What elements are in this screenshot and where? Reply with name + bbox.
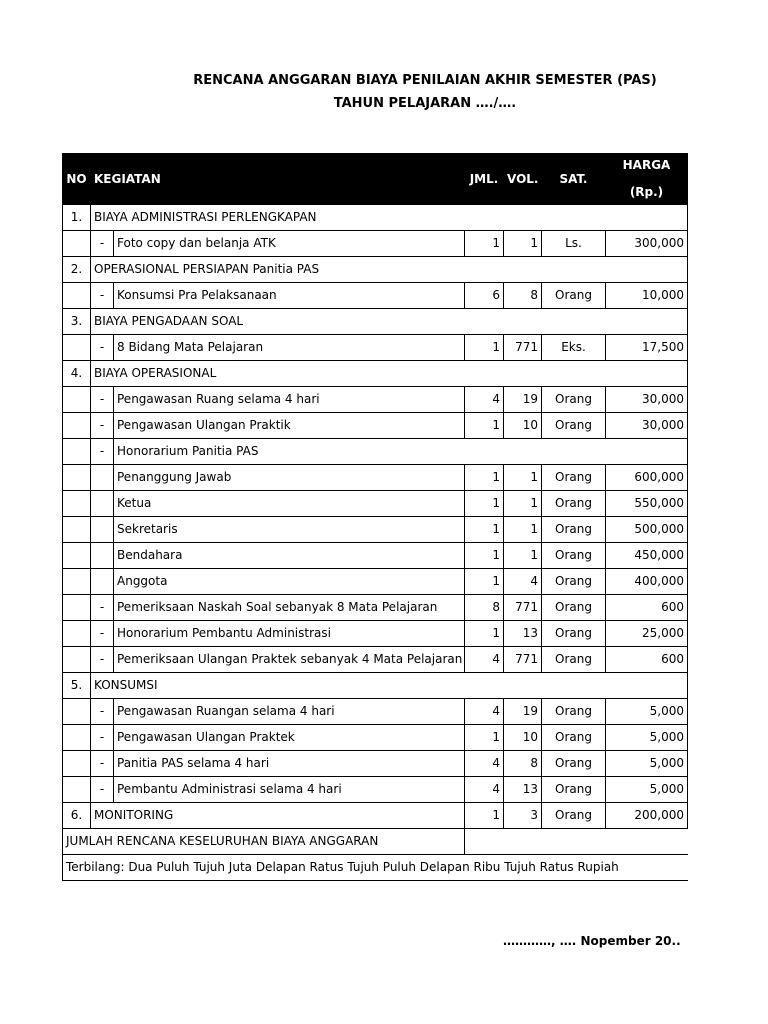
row-number-empty (63, 647, 91, 673)
row-label: Pengawasan Ruangan selama 4 hari (114, 699, 465, 725)
row-sat: Orang (542, 517, 606, 543)
row-vol: 13 (504, 777, 542, 803)
row-number-empty (63, 621, 91, 647)
section-row (63, 361, 688, 387)
row-sat: Eks. (542, 335, 606, 361)
row-harga: 550,000 (606, 491, 688, 517)
row-number: 6. (63, 803, 91, 829)
table-row (63, 283, 688, 309)
row-sat: Orang (542, 569, 606, 595)
row-label: Pemeriksaan Ulangan Praktek sebanyak 4 Mata Pelajaran (114, 647, 465, 673)
row-jml: 1 (465, 413, 504, 439)
row-jml: 1 (465, 725, 504, 751)
section-row (63, 803, 688, 829)
row-dash: - (91, 231, 114, 257)
row-sat: Ls. (542, 231, 606, 257)
row-number-empty (63, 543, 91, 569)
terbilang-text: Terbilang: Dua Puluh Tujuh Juta Delapan Ratus Tujuh Puluh Delapan Ribu Tujuh Ratus Rupiah (63, 855, 688, 881)
row-label: Ketua (114, 491, 465, 517)
row-vol: 3 (504, 803, 542, 829)
row-jml: 1 (465, 465, 504, 491)
row-number-empty (63, 751, 91, 777)
row-label: Pengawasan Ulangan Praktik (114, 413, 465, 439)
table-row (63, 621, 688, 647)
row-dash: - (91, 439, 114, 465)
header-harga-unit: (Rp.) (629, 185, 664, 199)
row-label: Anggota (114, 569, 465, 595)
row-sat: Orang (542, 777, 606, 803)
table-row (63, 387, 688, 413)
row-number-empty (63, 465, 91, 491)
row-label: Pemeriksaan Naskah Soal sebanyak 8 Mata Pelajaran (114, 595, 465, 621)
row-label: Panitia PAS selama 4 hari (114, 751, 465, 777)
row-vol: 4 (504, 569, 542, 595)
row-jml: 1 (465, 231, 504, 257)
row-number: 3. (63, 309, 91, 335)
row-number-empty (63, 231, 91, 257)
row-label: Pengawasan Ulangan Praktek (114, 725, 465, 751)
row-vol: 1 (504, 517, 542, 543)
total-value (465, 829, 688, 855)
table-row (63, 725, 688, 751)
row-harga: 200,000 (606, 803, 688, 829)
row-dash: - (91, 387, 114, 413)
row-sat: Orang (542, 699, 606, 725)
row-number-empty (63, 777, 91, 803)
row-number-empty (63, 439, 91, 465)
budget-table (62, 153, 688, 881)
section-label: OPERASIONAL PERSIAPAN Panitia PAS (91, 257, 688, 283)
table-row (63, 647, 688, 673)
row-dash: - (91, 699, 114, 725)
row-vol: 1 (504, 491, 542, 517)
row-number-empty (63, 725, 91, 751)
row-jml: 1 (465, 335, 504, 361)
row-label: Sekretaris (114, 517, 465, 543)
row-dash: - (91, 647, 114, 673)
row-vol: 771 (504, 335, 542, 361)
row-harga: 17,500 (606, 335, 688, 361)
section-row (63, 205, 688, 231)
row-vol: 19 (504, 387, 542, 413)
row-harga: 5,000 (606, 751, 688, 777)
row-number-empty (63, 335, 91, 361)
row-sat: Orang (542, 543, 606, 569)
row-dash: - (91, 283, 114, 309)
row-jml: 1 (465, 803, 504, 829)
row-harga: 500,000 (606, 517, 688, 543)
total-label: JUMLAH RENCANA KESELURUHAN BIAYA ANGGARAN (63, 829, 465, 855)
row-harga: 30,000 (606, 387, 688, 413)
header-kegiatan: KEGIATAN (91, 154, 465, 205)
section-label: BIAYA ADMINISTRASI PERLENGKAPAN (91, 205, 688, 231)
table-row (63, 569, 688, 595)
row-vol: 1 (504, 231, 542, 257)
row-dash (91, 569, 114, 595)
row-number: 4. (63, 361, 91, 387)
row-jml: 4 (465, 387, 504, 413)
row-dash: - (91, 413, 114, 439)
row-number: 2. (63, 257, 91, 283)
row-sat: Orang (542, 621, 606, 647)
row-vol: 1 (504, 465, 542, 491)
row-harga: 400,000 (606, 569, 688, 595)
row-vol: 10 (504, 725, 542, 751)
row-number-empty (63, 569, 91, 595)
table-row (63, 517, 688, 543)
row-sat: Orang (542, 413, 606, 439)
row-vol: 19 (504, 699, 542, 725)
section-row (63, 673, 688, 699)
row-dash: - (91, 621, 114, 647)
row-jml: 4 (465, 751, 504, 777)
row-harga: 30,000 (606, 413, 688, 439)
row-jml: 4 (465, 647, 504, 673)
header-sat: SAT. (542, 154, 606, 205)
row-number-empty (63, 413, 91, 439)
row-number: 5. (63, 673, 91, 699)
document-subtitle: TAHUN PELAJARAN …./…. (333, 96, 517, 111)
row-label: Bendahara (114, 543, 465, 569)
row-number-empty (63, 699, 91, 725)
row-jml: 1 (465, 491, 504, 517)
row-harga: 10,000 (606, 283, 688, 309)
table-row (63, 491, 688, 517)
row-vol: 771 (504, 595, 542, 621)
table-row (63, 231, 688, 257)
row-number-empty (63, 491, 91, 517)
row-vol: 771 (504, 647, 542, 673)
row-sat: Orang (542, 465, 606, 491)
row-harga: 25,000 (606, 621, 688, 647)
row-label: Penanggung Jawab (114, 465, 465, 491)
row-label: Konsumsi Pra Pelaksanaan (114, 283, 465, 309)
row-sat: Orang (542, 751, 606, 777)
row-number-empty (63, 517, 91, 543)
row-number: 1. (63, 205, 91, 231)
table-row (63, 699, 688, 725)
row-sat: Orang (542, 803, 606, 829)
row-dash: - (91, 777, 114, 803)
row-harga: 300,000 (606, 231, 688, 257)
section-row (63, 257, 688, 283)
table-header-row (63, 154, 688, 205)
row-dash (91, 491, 114, 517)
row-label: Honorarium Pembantu Administrasi (114, 621, 465, 647)
row-sat: Orang (542, 387, 606, 413)
table-row (63, 465, 688, 491)
row-dash: - (91, 335, 114, 361)
row-sat: Orang (542, 647, 606, 673)
table-row (63, 439, 688, 465)
row-harga: 600,000 (606, 465, 688, 491)
row-vol: 13 (504, 621, 542, 647)
row-sat: Orang (542, 283, 606, 309)
row-label: 8 Bidang Mata Pelajaran (114, 335, 465, 361)
section-row (63, 309, 688, 335)
signature-date: …………, …. Nopember 20.. (503, 934, 681, 948)
table-row (63, 335, 688, 361)
table-row (63, 595, 688, 621)
section-label: BIAYA PENGADAAN SOAL (91, 309, 688, 335)
row-jml: 6 (465, 283, 504, 309)
row-vol: 8 (504, 751, 542, 777)
row-jml: 1 (465, 517, 504, 543)
row-dash: - (91, 725, 114, 751)
row-label: Pembantu Administrasi selama 4 hari (114, 777, 465, 803)
row-sat: Orang (542, 725, 606, 751)
row-jml: 1 (465, 569, 504, 595)
row-jml: 1 (465, 543, 504, 569)
row-label: Pengawasan Ruang selama 4 hari (114, 387, 465, 413)
section-label: KONSUMSI (91, 673, 688, 699)
row-harga: 5,000 (606, 725, 688, 751)
section-label: BIAYA OPERASIONAL (91, 361, 688, 387)
table-row (63, 777, 688, 803)
row-harga: 450,000 (606, 543, 688, 569)
table-row (63, 751, 688, 777)
row-dash (91, 517, 114, 543)
row-dash: - (91, 595, 114, 621)
header-vol: VOL. (504, 154, 542, 205)
row-sat: Orang (542, 491, 606, 517)
row-jml: 1 (465, 621, 504, 647)
row-number-empty (63, 387, 91, 413)
row-sat: Orang (542, 595, 606, 621)
row-harga: 600 (606, 647, 688, 673)
row-vol: 10 (504, 413, 542, 439)
subhead-label: Honorarium Panitia PAS (114, 439, 688, 465)
header-jml: JML. (465, 154, 504, 205)
row-dash (91, 543, 114, 569)
row-harga: 5,000 (606, 699, 688, 725)
row-dash: - (91, 751, 114, 777)
document-title: RENCANA ANGGARAN BIAYA PENILAIAN AKHIR SEMESTER (PAS) (193, 73, 657, 88)
total-row (63, 829, 688, 855)
row-jml: 4 (465, 777, 504, 803)
header-harga (606, 154, 688, 205)
table-row (63, 413, 688, 439)
table-row (63, 543, 688, 569)
terbilang-row (63, 855, 688, 881)
row-dash (91, 465, 114, 491)
row-harga: 5,000 (606, 777, 688, 803)
row-number-empty (63, 283, 91, 309)
row-harga: 600 (606, 595, 688, 621)
header-harga-label: HARGA (622, 158, 671, 172)
row-number-empty (63, 595, 91, 621)
row-jml: 4 (465, 699, 504, 725)
row-vol: 1 (504, 543, 542, 569)
header-no: NO (63, 154, 91, 205)
row-jml: 8 (465, 595, 504, 621)
row-label: Foto copy dan belanja ATK (114, 231, 465, 257)
section-label: MONITORING (91, 803, 465, 829)
row-vol: 8 (504, 283, 542, 309)
